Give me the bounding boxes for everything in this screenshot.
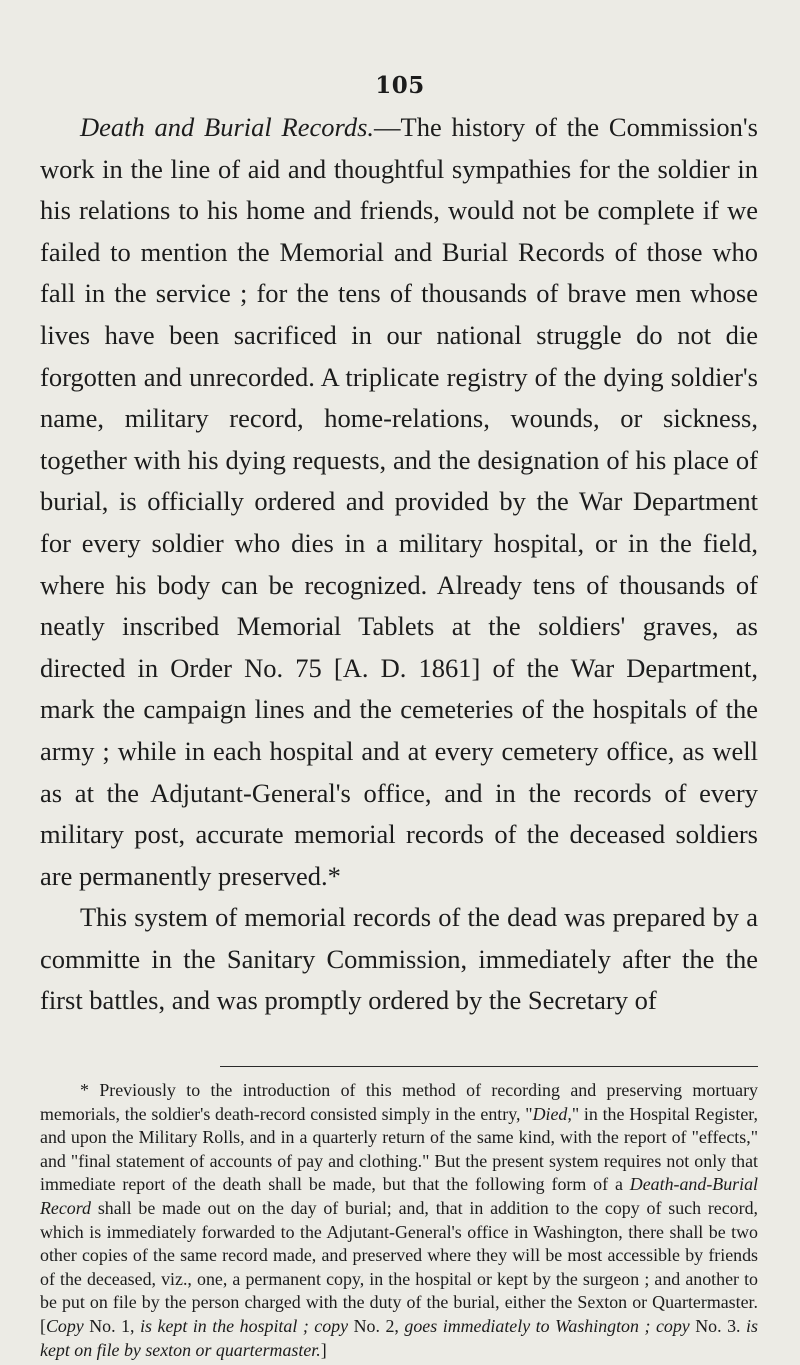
- paragraph-death-burial-records: [40, 107, 758, 897]
- footnote-died: Died,: [532, 1103, 572, 1124]
- footnote-part-3: shall be made out on the day of burial; and, that in addition to the copy of such record, which is immediately forwarded to the Adjutant-General's office in Washington, there shall be two other copies of the same record made, and preserved where they will be most accessible by friends of the deceased, viz., one, a permanent copy, in the hospital or kept by the surgeon ; and another to be put on file by the person charged with the duty of the burial, either the Sexton or Quartermaster. [: [40, 1197, 758, 1336]
- footnote-copy-1-description: is kept in the hospital ; copy: [140, 1315, 349, 1336]
- footnote-copy-3-number: No. 3.: [689, 1315, 747, 1336]
- footnote-copy-2-number: No. 2,: [348, 1315, 405, 1336]
- footnote-divider: [220, 1066, 758, 1067]
- section-heading: Death and Burial Records.: [80, 112, 375, 142]
- footnote-form-name: Death-and-Burial Record: [40, 1174, 758, 1218]
- footnote-copy-1-label: Copy: [45, 1315, 84, 1336]
- footnote-copy-2-description: goes immediately to Washington ; copy: [404, 1315, 690, 1336]
- footnote-part-2: " in the Hospital Register, and upon the Military Rolls, and in a quarterly return of the same kind, with the report of "effects," and "final statement of accounts of pay and clothing." But the present system requires not only that immediate report of the death shall be made, but that the following form of a: [40, 1103, 759, 1195]
- footnote-close-bracket: ]: [320, 1339, 327, 1360]
- page-number: 105: [375, 72, 425, 99]
- footnote-part-1: * Previously to the introduction of this method of recording and preserving mortuary memorials, the soldier's death-record consisted simply in the entry, ": [40, 1080, 758, 1124]
- footnote-copy-3-description: is kept on file by sexton or quartermaster.: [40, 1315, 758, 1360]
- footnote-text: [40, 1079, 758, 1362]
- footnote: [40, 1079, 758, 1362]
- paragraph-memorial-system: This system of memorial records of the dead was prepared by a committe in the Sanitary Commission, immediately after the the first battles, and was promptly ordered by the Secretary of: [40, 902, 758, 1016]
- footnote-copy-1-number: No. 1,: [83, 1315, 141, 1336]
- paragraph-1-text: —The history of the Commission's work in the line of aid and thoughtful sympathies for the soldier in his relations to his home and friends, would not be complete if we failed to mention the Memorial and Burial Records of those who fall in the service ; for the tens of thousands of brave men whose lives have been sacrificed in our national struggle do not die forgotten and unrecorded. A triplicate registry of the dying soldier's name, military record, home-relations, wounds, or sickness, together with his dying requests, and the designation of his place of burial, is officially ordered and provided by the War Department for every soldier who dies in a military hospital, or in the field, where his body can be recognized. Already tens of thousands of neatly inscribed Memorial Tablets at the soldiers' graves, as directed in Order No. 75 [A. D. 1861] of the War Department, mark the campaign lines and the cemeteries of the hospitals of the army ; while in each hospital and at every cemetery office, as well as at the Adjutant-General's office, and in the records of every military post, accurate memorial records of the deceased soldiers are permanently preserved.*: [40, 112, 758, 891]
- main-text: [40, 107, 758, 1022]
